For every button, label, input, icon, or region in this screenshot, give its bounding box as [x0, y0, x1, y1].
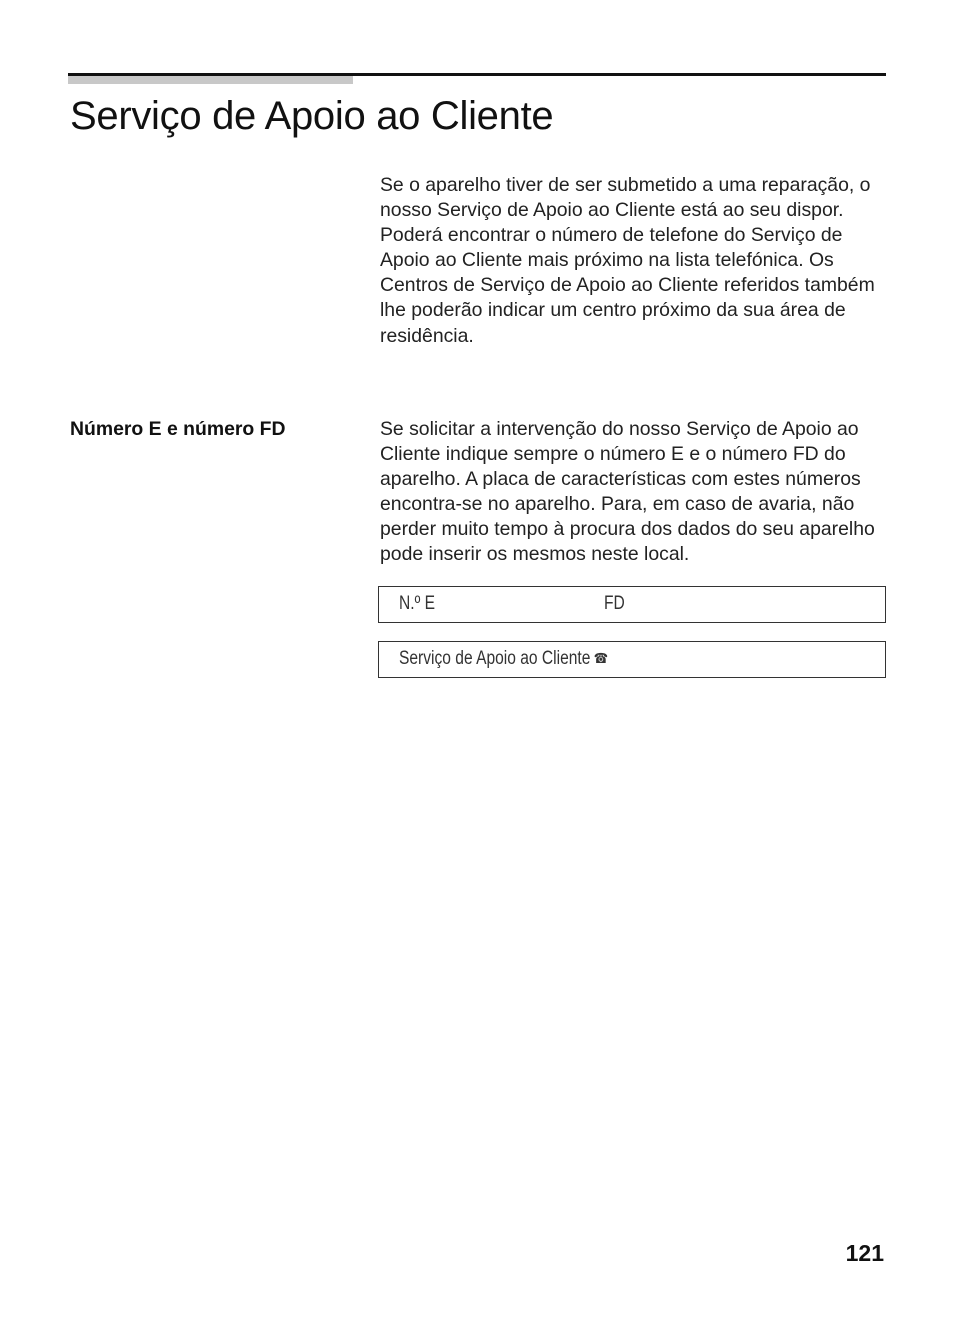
fd-number-label: FD [604, 593, 625, 614]
customer-service-phone-field[interactable] [378, 641, 886, 678]
intro-paragraph: Se o aparelho tiver de ser submetido a uma reparação, o nosso Serviço de Apoio ao Cliente está ao seu dispor. Poderá encontrar o número de telefone do Serviço de Apoio ao Cliente mais próximo na lista telefónica. Os Centros de Serviço de Apoio ao Cliente referidos também lhe poderão indicar um centro próximo da sua área de residência. [380, 174, 875, 347]
section-heading-e-fd-number: Número E e número FD [70, 418, 286, 440]
telephone-icon: ☎ [593, 650, 609, 666]
e-fd-number-field[interactable] [378, 586, 886, 623]
page-title: Serviço de Apoio ao Cliente [70, 94, 554, 138]
page-number: 121 [845, 1240, 884, 1266]
customer-service-label: Serviço de Apoio ao Cliente [399, 648, 591, 669]
e-number-label: N.º E [399, 593, 436, 614]
customer-service-label-group [399, 648, 608, 670]
e-fd-paragraph: Se solicitar a intervenção do nosso Serviço de Apoio ao Cliente indique sempre o número E e o número FD do aparelho. A placa de características com estes números encontra-se no aparelho. Para, em caso de avaria, não perder muito tempo à procura dos dados do seu aparelho pode inserir os mesmos neste local. [380, 418, 875, 566]
header-accent-bar [68, 76, 353, 84]
